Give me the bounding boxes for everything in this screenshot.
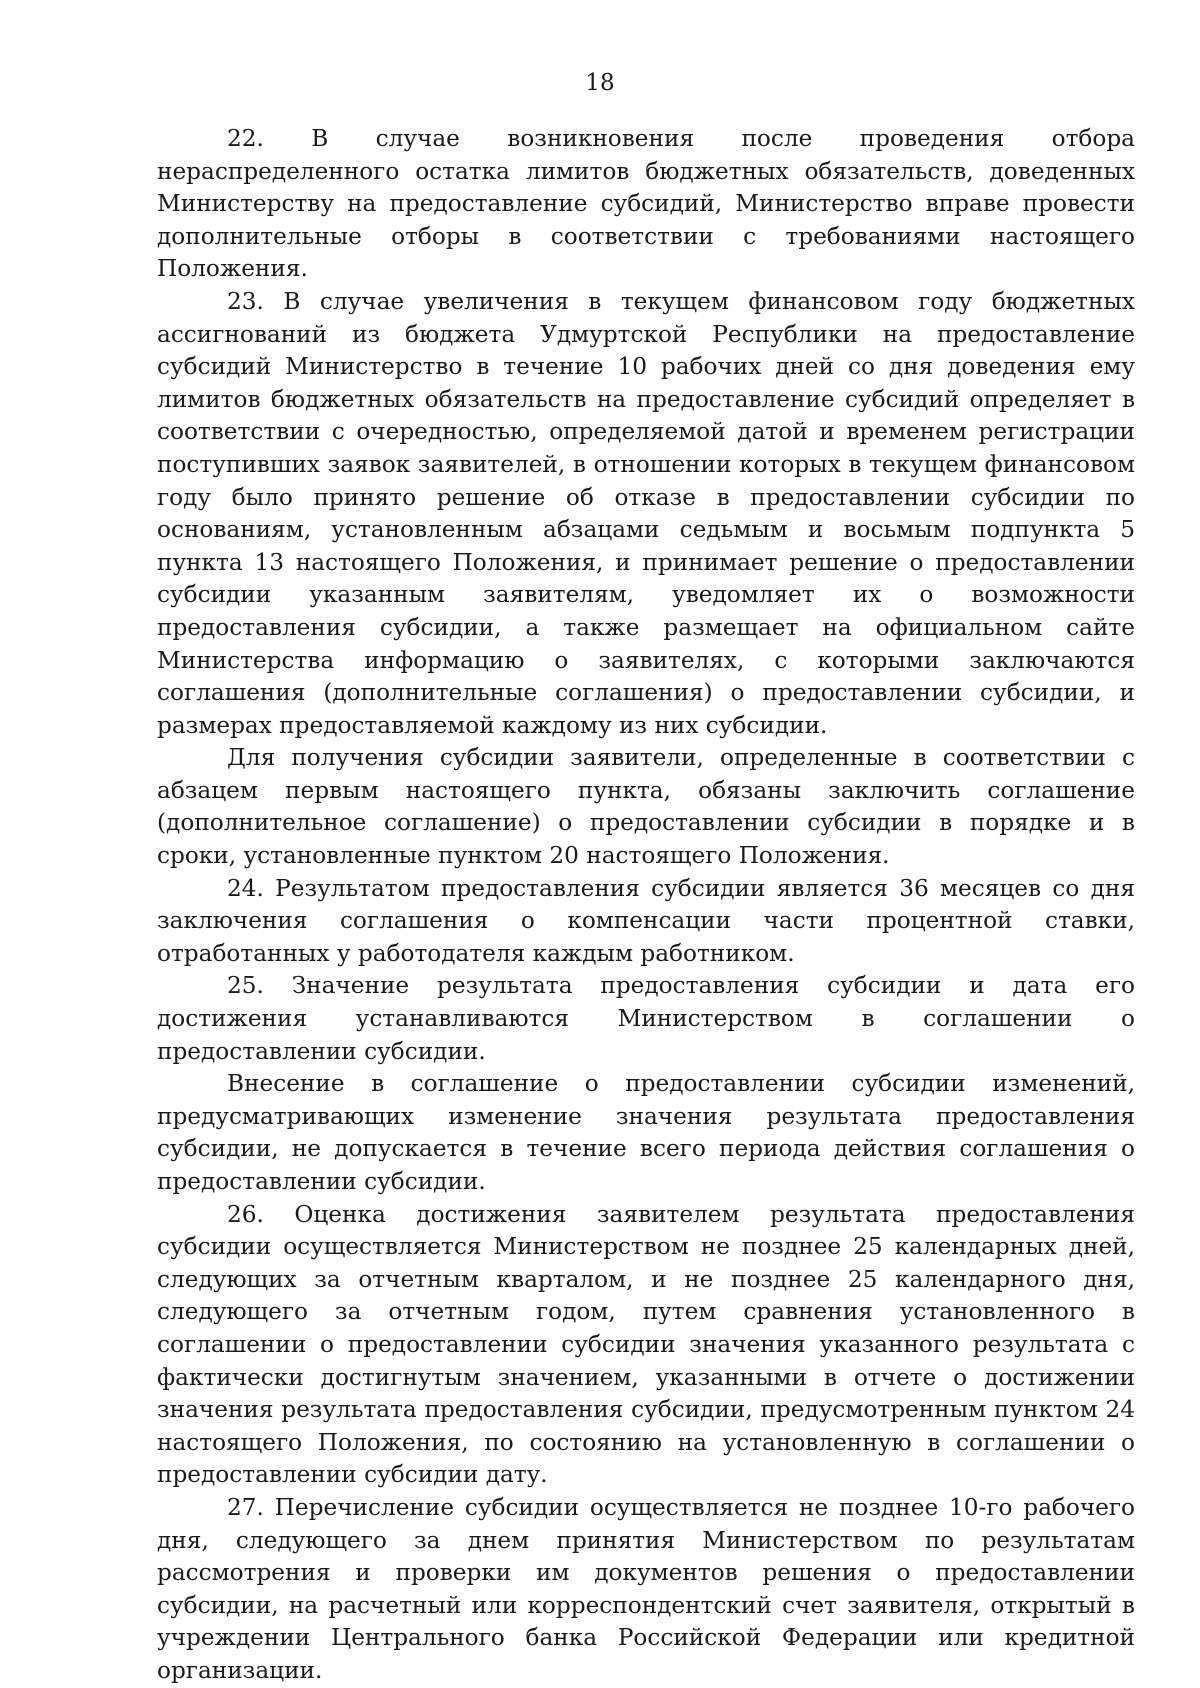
paragraph-25: 25. Значение результата предоставления субсидии и дата его достижения устанавливаются Министерством в соглашении о предоставлении субсидии. <box>157 972 1135 1065</box>
paragraph-22: 22. В случае возникновения после проведения отбора нераспределенного остатка лимитов бюджетных обязательств, доведенных Министерству на предоставление субсидий, Министерство вправе провести дополнительные отборы в соответствии с требованиями настоящего Положения. <box>157 125 1135 283</box>
paragraph-23: 23. В случае увеличения в текущем финансовом году бюджетных ассигнований из бюджета Удмуртской Республики на предоставление субсидий Министерство в течение 10 рабочих дней со дня доведения ему лимитов бюджетных обязательств на предоставление субсидий определяет в соответствии с очередностью, определяемой датой и временем регистрации поступивших заявок заявителей, в отношении которых в текущем финансовом году было принято решение об отказе в предоставлении субсидии по основаниям, установленным абзацами седьмым и восьмым подпункта 5 пункта 13 настоящего Положения, и принимает решение о предоставлении субсидии указанным заявителям, уведомляет их о возможности предоставления субсидии, а также размещает на официальном сайте Министерства информацию о заявителях, с которыми заключаются соглашения (дополнительные соглашения) о предоставлении субсидии, и размерах предоставляемой каждому из них субсидии. <box>157 287 1135 739</box>
page-number: 18 <box>585 70 615 96</box>
document-body <box>157 123 1135 1688</box>
paragraph-23-continued: Для получения субсидии заявители, определенные в соответствии с абзацем первым настоящего пункта, обязаны заключить соглашение (дополнительное соглашение) о предоставлении субсидии в порядке и в сроки, установленные пунктом 20 настоящего Положения. <box>157 744 1135 870</box>
paragraph-25-continued: Внесение в соглашение о предоставлении субсидии изменений, предусматривающих изменение значения результата предоставления субсидии, не допускается в течение всего периода действия соглашения о предоставлении субсидии. <box>157 1070 1135 1195</box>
paragraph-24: 24. Результатом предоставления субсидии является 36 месяцев со дня заключения соглашения о компенсации части процентной ставки, отработанных у работодателя каждым работником. <box>157 874 1135 967</box>
paragraph-27: 27. Перечисление субсидии осуществляется не позднее 10-го рабочего дня, следующего за днем принятия Министерством по результатам рассмотрения и проверки им документов решения о предоставлении субсидии, на расчетный или корреспондентский счет заявителя, открытый в учреждении Центрального банка Российской Федерации или кредитной организации. <box>157 1493 1135 1684</box>
paragraph-26: 26. Оценка достижения заявителем результата предоставления субсидии осуществляется Министерством не позднее 25 календарных дней, следующих за отчетным кварталом, и не позднее 25 календарного дня, следующего за отчетным годом, путем сравнения установленного в соглашении о предоставлении субсидии значения указанного результата с фактически достигнутым значением, указанными в отчете о достижении значения результата предоставления субсидии, предусмотренным пунктом 24 настоящего Положения, по состоянию на установленную в соглашении о предоставлении субсидии дату. <box>157 1200 1135 1489</box>
